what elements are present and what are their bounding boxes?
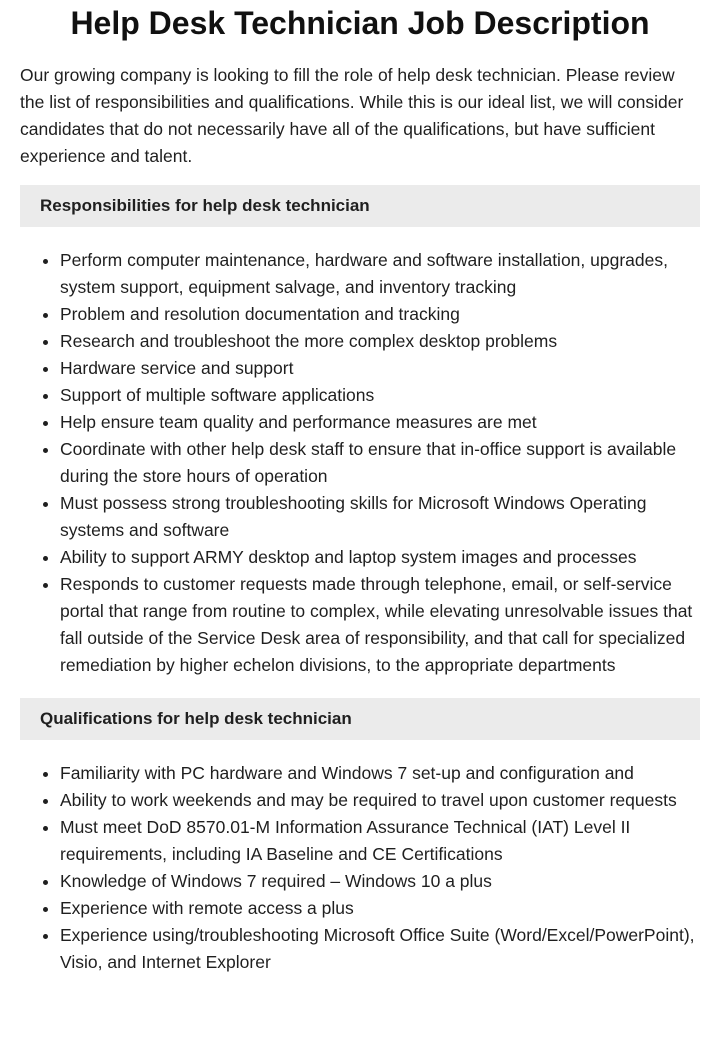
list-item: • Help ensure team quality and performance measures are met — [60, 409, 700, 436]
list-item: • Must possess strong troubleshooting skills for Microsoft Windows Operating systems and software — [60, 490, 700, 544]
list-item: • Coordinate with other help desk staff to ensure that in-office support is available during the store hours of operation — [60, 436, 700, 490]
list-item: • Familiarity with PC hardware and Windows 7 set-up and configuration and — [60, 760, 700, 787]
list-item: • Experience using/troubleshooting Microsoft Office Suite (Word/Excel/PowerPoint), Visio, and Internet Explorer — [60, 922, 700, 976]
list-item: • Ability to work weekends and may be required to travel upon customer requests — [60, 787, 700, 814]
list-item: • Support of multiple software applications — [60, 382, 700, 409]
list-item: • Knowledge of Windows 7 required – Windows 10 a plus — [60, 868, 700, 895]
list-item: • Problem and resolution documentation and tracking — [60, 301, 700, 328]
list-item: • Ability to support ARMY desktop and laptop system images and processes — [60, 544, 700, 571]
qualifications-heading: Qualifications for help desk technician — [20, 698, 700, 740]
responsibilities-list — [20, 247, 700, 679]
list-item: • Hardware service and support — [60, 355, 700, 382]
list-item: • Responds to customer requests made through telephone, email, or self-service portal that range from routine to complex, while elevating unresolvable issues that fall outside of the Service Desk area of responsibility, and that call for specialized remediation by higher echelon divisions, to the appropriate departments — [60, 571, 700, 679]
list-item: • Perform computer maintenance, hardware and software installation, upgrades, system support, equipment salvage, and inventory tracking — [60, 247, 700, 301]
page-title: Help Desk Technician Job Description — [70, 5, 650, 41]
list-item: • Experience with remote access a plus — [60, 895, 700, 922]
list-item: • Must meet DoD 8570.01-M Information Assurance Technical (IAT) Level II requirements, including IA Baseline and CE Certifications — [60, 814, 700, 868]
intro-paragraph: Our growing company is looking to fill the role of help desk technician. Please review the list of responsibilities and qualifications. While this is our ideal list, we will consider candidates that do not necessarily have all of the qualifications, but have sufficient experience and talent. — [20, 65, 684, 166]
responsibilities-heading: Responsibilities for help desk technician — [20, 185, 700, 227]
list-item: • Research and troubleshoot the more complex desktop problems — [60, 328, 700, 355]
qualifications-list — [20, 760, 700, 976]
